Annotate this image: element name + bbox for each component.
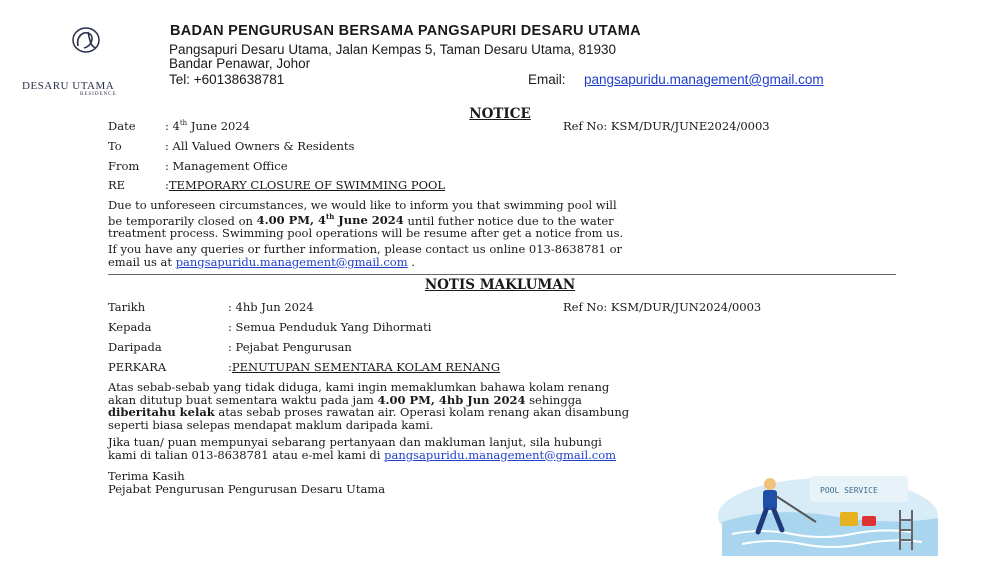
email-link[interactable]: pangsapuridu.management@gmail.com (584, 72, 824, 87)
closing (108, 470, 385, 495)
logo (18, 26, 158, 97)
re-value: :TEMPORARY CLOSURE OF SWIMMING POOL (165, 178, 446, 192)
notice-email-link[interactable]: pangsapuridu.management@gmail.com (175, 254, 408, 269)
closing-signature: Pejabat Pengurusan Pengurusan Desaru Utama (108, 481, 386, 496)
logo-name: DESARU UTAMA (22, 80, 115, 92)
ref-no-malay: Ref No: KSM/DUR/JUN2024/0003 (563, 300, 762, 314)
notice-title: NOTICE (469, 106, 531, 122)
daripada-value: : Pejabat Pengurusan (228, 340, 352, 354)
email-label: Email: (528, 72, 566, 87)
notice-paragraph-1: Due to unforeseen circumstances, we would like to inform you that swimming pool will be temporarily closed on 4.00 PM, 4th June 2024 until futher notice due to the water treatment process. Swimming pool operations will be resume after get a notice from us. (108, 198, 624, 240)
perkara-label: PERKARA (108, 360, 167, 374)
ref-no: Ref No: KSM/DUR/JUNE2024/0003 (563, 119, 770, 133)
logo-sub: RESIDENCE (80, 92, 117, 97)
to-value: : All Valued Owners & Residents (165, 139, 355, 153)
tarikh-value: : 4hb Jun 2024 (228, 300, 314, 314)
address-line-1: Pangsapuri Desaru Utama, Jalan Kempas 5, Taman Desaru Utama, 81930 (169, 42, 616, 57)
section-divider (108, 274, 896, 275)
org-name: BADAN PENGURUSAN BERSAMA PANGSAPURI DESARU UTAMA (170, 23, 641, 39)
closing-thanks: Terima Kasih (108, 469, 185, 483)
kepada-value: : Semua Penduduk Yang Dihormati (228, 320, 432, 334)
telephone: Tel: +60138638781 (169, 72, 285, 87)
pool-cleaner-icon (712, 470, 944, 556)
pool-service-illustration (712, 470, 944, 556)
kepada-label: Kepada (108, 320, 152, 334)
date-label: Date (108, 119, 136, 133)
from-value: : Management Office (165, 159, 288, 173)
to-label: To (108, 139, 122, 153)
address-line-2: Bandar Penawar, Johor (169, 56, 311, 71)
re-label: RE (108, 178, 126, 192)
daripada-label: Daripada (108, 340, 162, 354)
from-label: From (108, 159, 140, 173)
notice-paragraph-2: If you have any queries or further information, please contact us online 013-8638781 or email us at pangsapuridu.management@gmail.com . (108, 242, 623, 269)
perkara-value: :PENUTUPAN SEMENTARA KOLAM RENANG (228, 360, 501, 374)
svg-text:POOL SERVICE: POOL SERVICE (820, 486, 878, 495)
notis-paragraph-2: Jika tuan/ puan mempunyai sebarang pertanyaan dan makluman lanjut, sila hubungi kami di talian 013-8638781 atau e-mel kami di pangsapuridu.management@gmail.com (108, 435, 617, 462)
date-value: : 4th June 2024 (165, 119, 250, 133)
tarikh-label: Tarikh (108, 300, 146, 314)
notis-email-link[interactable]: pangsapuridu.management@gmail.com (384, 447, 617, 462)
notis-paragraph-1: Atas sebab-sebab yang tidak diduga, kami ingin memaklumkan bahawa kolam renang akan ditutup buat sementara waktu pada jam 4.00 PM, 4hb Jun 2024 sehingga diberitahu kelak atas sebab proses rawatan air. Operasi kolam renang akan disambung seperti biasa selepas mendapat maklum daripada kami. (108, 380, 630, 432)
notis-title: NOTIS MAKLUMAN (424, 277, 576, 293)
logo-monogram-icon (18, 26, 158, 76)
